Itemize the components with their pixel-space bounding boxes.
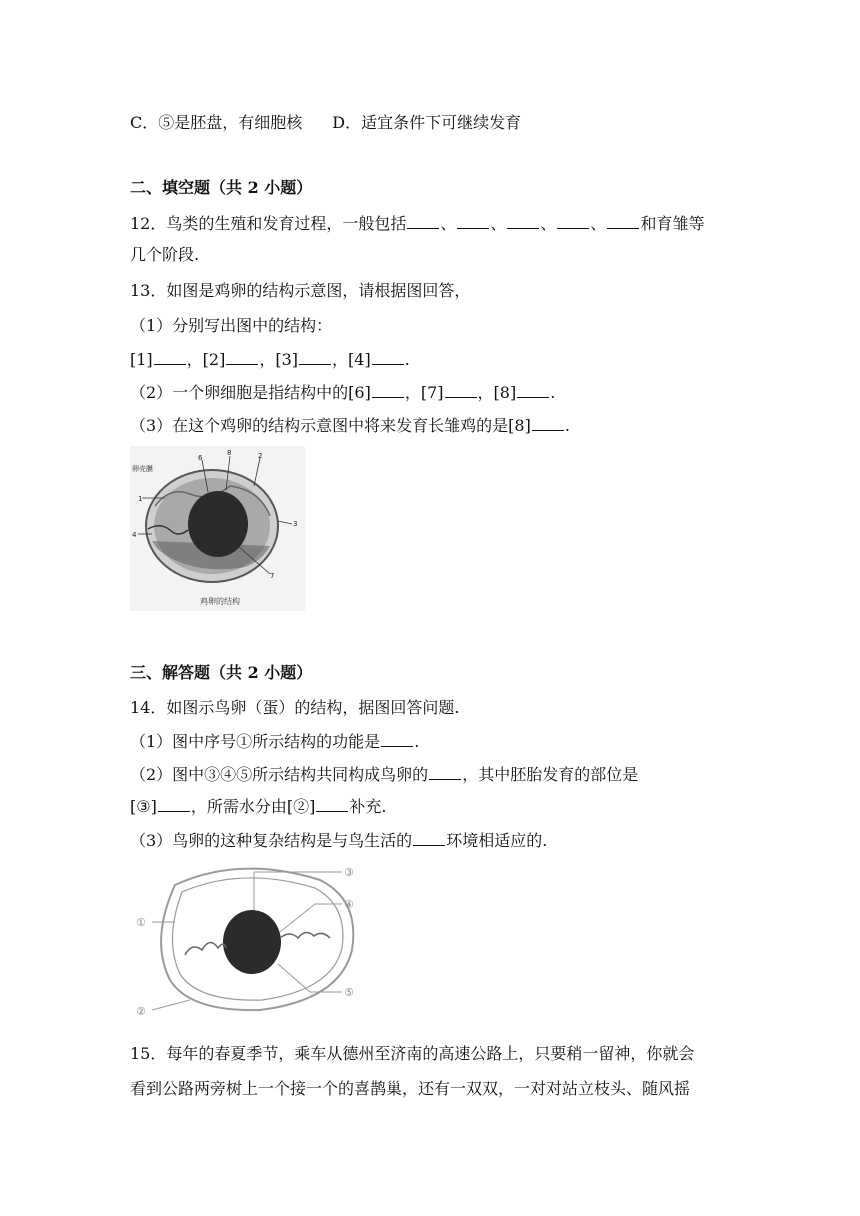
- q14-part1: （1）图中序号①所示结构的功能是 .: [130, 732, 420, 751]
- egg-label-circle-4: ④: [344, 898, 354, 911]
- q14-egg-figure: [130, 860, 385, 1020]
- egg-label-3: 3: [293, 520, 298, 528]
- egg-label-7: 7: [270, 572, 275, 580]
- q12-blank-3[interactable]: [507, 214, 539, 229]
- q12-blank-4[interactable]: [557, 214, 589, 229]
- q12-blank-1[interactable]: [407, 214, 439, 229]
- q13-blank-4[interactable]: [372, 350, 404, 365]
- q13-stem: 13．如图是鸡卵的结构示意图，请根据图回答，: [130, 281, 471, 300]
- q13-blank-6[interactable]: [372, 383, 404, 398]
- q14-part3: （3）鸟卵的这种复杂结构是与鸟生活的 环境相适应的.: [130, 831, 548, 850]
- section2-heading: 二、填空题（共 2 小题）: [130, 178, 313, 197]
- egg-label-circle-2: ②: [136, 1005, 146, 1018]
- egg-label-6: 6: [198, 454, 203, 462]
- q12-blank-5[interactable]: [607, 214, 639, 229]
- q14-blank-5[interactable]: [413, 831, 445, 846]
- q14-stem: 14．如图示鸟卵（蛋）的结构，据图回答问题.: [130, 698, 460, 717]
- egg-yolk: [223, 910, 281, 974]
- egg-label-8: 8: [227, 449, 232, 457]
- q14-blank-2[interactable]: [429, 765, 461, 780]
- egg-label-top: 卵壳膜: [132, 465, 153, 473]
- q11-option-c: C．⑤是胚盘，有细胞核: [130, 113, 303, 132]
- q12-blank-2[interactable]: [457, 214, 489, 229]
- q12-line2: 几个阶段.: [130, 245, 200, 264]
- q13-blank-2[interactable]: [226, 350, 258, 365]
- egg-label-1: 1: [138, 495, 143, 503]
- q13-blank-1[interactable]: [154, 350, 186, 365]
- q13-egg-figure: [130, 446, 305, 611]
- egg-label-circle-1: ①: [136, 916, 146, 929]
- section3-heading: 三、解答题（共 2 小题）: [130, 663, 313, 682]
- q11-option-d: D．适宜条件下可继续发育: [332, 113, 522, 132]
- q13-part1-items: [1] ，[2] ，[3] ，[4] .: [130, 350, 410, 369]
- q14-blank-4[interactable]: [316, 797, 348, 812]
- egg-label-circle-5: ⑤: [344, 986, 354, 999]
- q13-blank-3[interactable]: [299, 350, 331, 365]
- q14-blank-3[interactable]: [158, 797, 190, 812]
- egg-label-2: 2: [258, 452, 263, 460]
- q14-part2-line2: [③] ，所需水分由[②] 补充.: [130, 797, 387, 816]
- egg-label-4: 4: [132, 531, 137, 539]
- q15-line1: 15．每年的春夏季节，乘车从德州至济南的高速公路上，只要稍一留神，你就会: [130, 1044, 695, 1063]
- q13-blank-8[interactable]: [517, 383, 549, 398]
- q13-blank-9[interactable]: [532, 416, 564, 431]
- egg-figure-caption: 鸡卵的结构: [200, 597, 240, 606]
- q12-line1: 12．鸟类的生殖和发育过程，一般包括 、 、 、 、 和育雏等: [130, 214, 705, 233]
- q13-part3: （3）在这个鸡卵的结构示意图中将来发育长雏鸡的是[8] .: [130, 416, 570, 435]
- q14-part2-line1: （2）图中③④⑤所示结构共同构成鸟卵的 ，其中胚胎发育的部位是: [130, 765, 639, 784]
- q14-blank-1[interactable]: [381, 732, 413, 747]
- q15-line2: 看到公路两旁树上一个接一个的喜鹊巢，还有一双双，一对对站立枝头、随风摇: [130, 1079, 691, 1098]
- q11-options: [130, 112, 521, 134]
- q13-blank-7[interactable]: [445, 383, 477, 398]
- egg-label-circle-3: ③: [344, 866, 354, 879]
- q13-part1: （1）分别写出图中的结构：: [130, 316, 333, 335]
- q13-part2: （2）一个卵细胞是指结构中的[6] ，[7] ，[8] .: [130, 383, 556, 402]
